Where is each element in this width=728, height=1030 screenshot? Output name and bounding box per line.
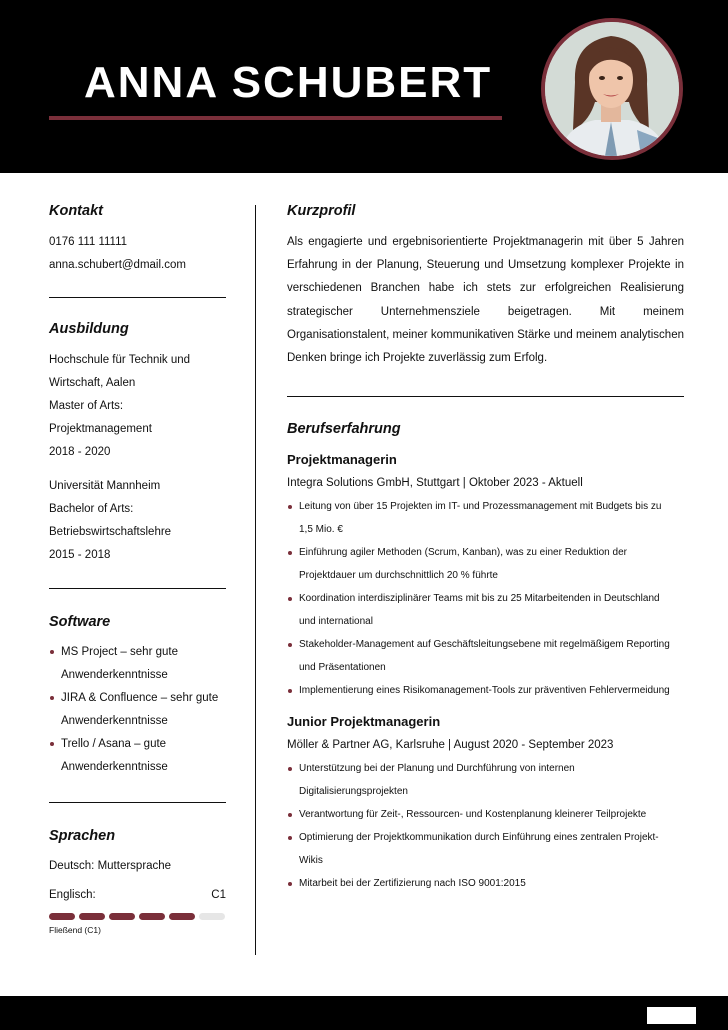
- education-degree: Betriebswirtschaftslehre: [49, 526, 172, 538]
- list-item: JIRA & Confluence – sehr gute Anwenderkenntnisse: [49, 687, 226, 733]
- education-degree: Projektmanagement: [49, 423, 152, 435]
- education-title: Ausbildung: [49, 321, 129, 337]
- job-meta: Möller & Partner AG, Karlsruhe | August 2020 - September 2023: [287, 739, 614, 752]
- section-divider: [49, 297, 226, 298]
- footer-band: [0, 996, 728, 1030]
- list-item: Optimierung der Projektkommunikation durch Einführung eines zentralen Projekt- Wikis: [287, 826, 684, 872]
- column-divider: [255, 205, 256, 955]
- contact-email[interactable]: anna.schubert@dmail.com: [49, 259, 186, 271]
- level-bar-empty: [199, 913, 225, 920]
- right-column: [287, 203, 684, 895]
- software-title: Software: [49, 614, 111, 630]
- name-underline: [49, 116, 502, 120]
- language-level-bars: [49, 913, 226, 920]
- job-role: Projektmanagerin: [287, 452, 397, 468]
- portrait-illustration: [545, 22, 679, 156]
- education-years: 2015 - 2018: [49, 549, 111, 561]
- list-item: Stakeholder-Management auf Geschäftsleitungsebene mit regelmäßigem Reporting und Präsentationen: [287, 633, 684, 679]
- list-item: Mitarbeit bei der Zertifizierung nach ISO 9001:2015: [287, 872, 684, 895]
- job-entry: [287, 450, 684, 702]
- footer-box: [647, 1007, 696, 1024]
- education-degree: Master of Arts:: [49, 400, 124, 412]
- languages-title: Sprachen: [49, 828, 116, 844]
- list-item: Verantwortung für Zeit-, Ressourcen- und Kostenplanung kleinerer Teilprojekte: [287, 803, 684, 826]
- contact-phone[interactable]: 0176 111 11111: [49, 236, 128, 248]
- education-degree: Bachelor of Arts:: [49, 503, 134, 515]
- list-item: MS Project – sehr gute Anwenderkenntnisse: [49, 641, 226, 687]
- left-column: [49, 203, 226, 935]
- education-school: Wirtschaft, Aalen: [49, 377, 136, 389]
- list-item: Leitung von über 15 Projekten im IT- und Prozessmanagement mit Budgets bis zu 1,5 Mio. €: [287, 495, 684, 541]
- language-level: C1: [211, 889, 226, 901]
- job-role: Junior Projektmanagerin: [287, 714, 441, 730]
- level-bar-filled: [79, 913, 105, 920]
- section-divider: [49, 802, 226, 803]
- job-bullets: [287, 757, 684, 895]
- list-item: Unterstützung bei der Planung und Durchführung von internen Digitalisierungsprojekten: [287, 757, 684, 803]
- level-bar-filled: [169, 913, 195, 920]
- job-entry: [287, 712, 684, 895]
- profile-text: Als engagierte und ergebnisorientierte Projektmanagerin mit über 5 Jahren Erfahrung in der Planung, Steuerung und Umsetzung komplexer Projekte in verschiedenen Branchen habe ich stets zur erfolgreichen Realisierung strategischer Unternehmensziele beigetragen. Mit meinem Organisationstalent, meiner kommunikativen Stärke und meinem analytischen Denken bringe ich Projekte zuverlässig zum Erfolg.: [287, 236, 684, 365]
- contact-title: Kontakt: [49, 203, 103, 219]
- list-item: Trello / Asana – gute Anwenderkenntnisse: [49, 733, 226, 779]
- education-entry: [49, 475, 226, 567]
- language-level-note: Fließend (C1): [49, 925, 101, 935]
- header-band: [0, 0, 728, 173]
- experience-title: Berufserfahrung: [287, 421, 401, 438]
- section-divider: [49, 588, 226, 589]
- education-entry: [49, 349, 226, 464]
- education-years: 2018 - 2020: [49, 446, 111, 458]
- software-list: [49, 641, 226, 779]
- language-label: Englisch:: [49, 889, 96, 901]
- profile-photo: [541, 18, 683, 160]
- section-divider: [287, 396, 684, 397]
- level-bar-filled: [49, 913, 75, 920]
- education-school: Universität Mannheim: [49, 480, 161, 492]
- profile-title: Kurzprofil: [287, 203, 356, 219]
- job-bullets: [287, 495, 684, 702]
- level-bar-filled: [139, 913, 165, 920]
- job-meta: Integra Solutions GmbH, Stuttgart | Oktober 2023 - Aktuell: [287, 477, 583, 490]
- list-item: Implementierung eines Risikomanagement-Tools zur präventiven Fehlervermeidung: [287, 679, 684, 702]
- language-native: Deutsch: Muttersprache: [49, 860, 172, 872]
- level-bar-filled: [109, 913, 135, 920]
- education-school: Hochschule für Technik und: [49, 354, 191, 366]
- list-item: Koordination interdisziplinärer Teams mit bis zu 25 Mitarbeitenden in Deutschland und international: [287, 587, 684, 633]
- applicant-name: ANNA SCHUBERT: [84, 58, 493, 107]
- list-item: Einführung agiler Methoden (Scrum, Kanban), was zu einer Reduktion der Projektdauer um durchschnittlich 20 % führte: [287, 541, 684, 587]
- language-row-english: [49, 885, 226, 905]
